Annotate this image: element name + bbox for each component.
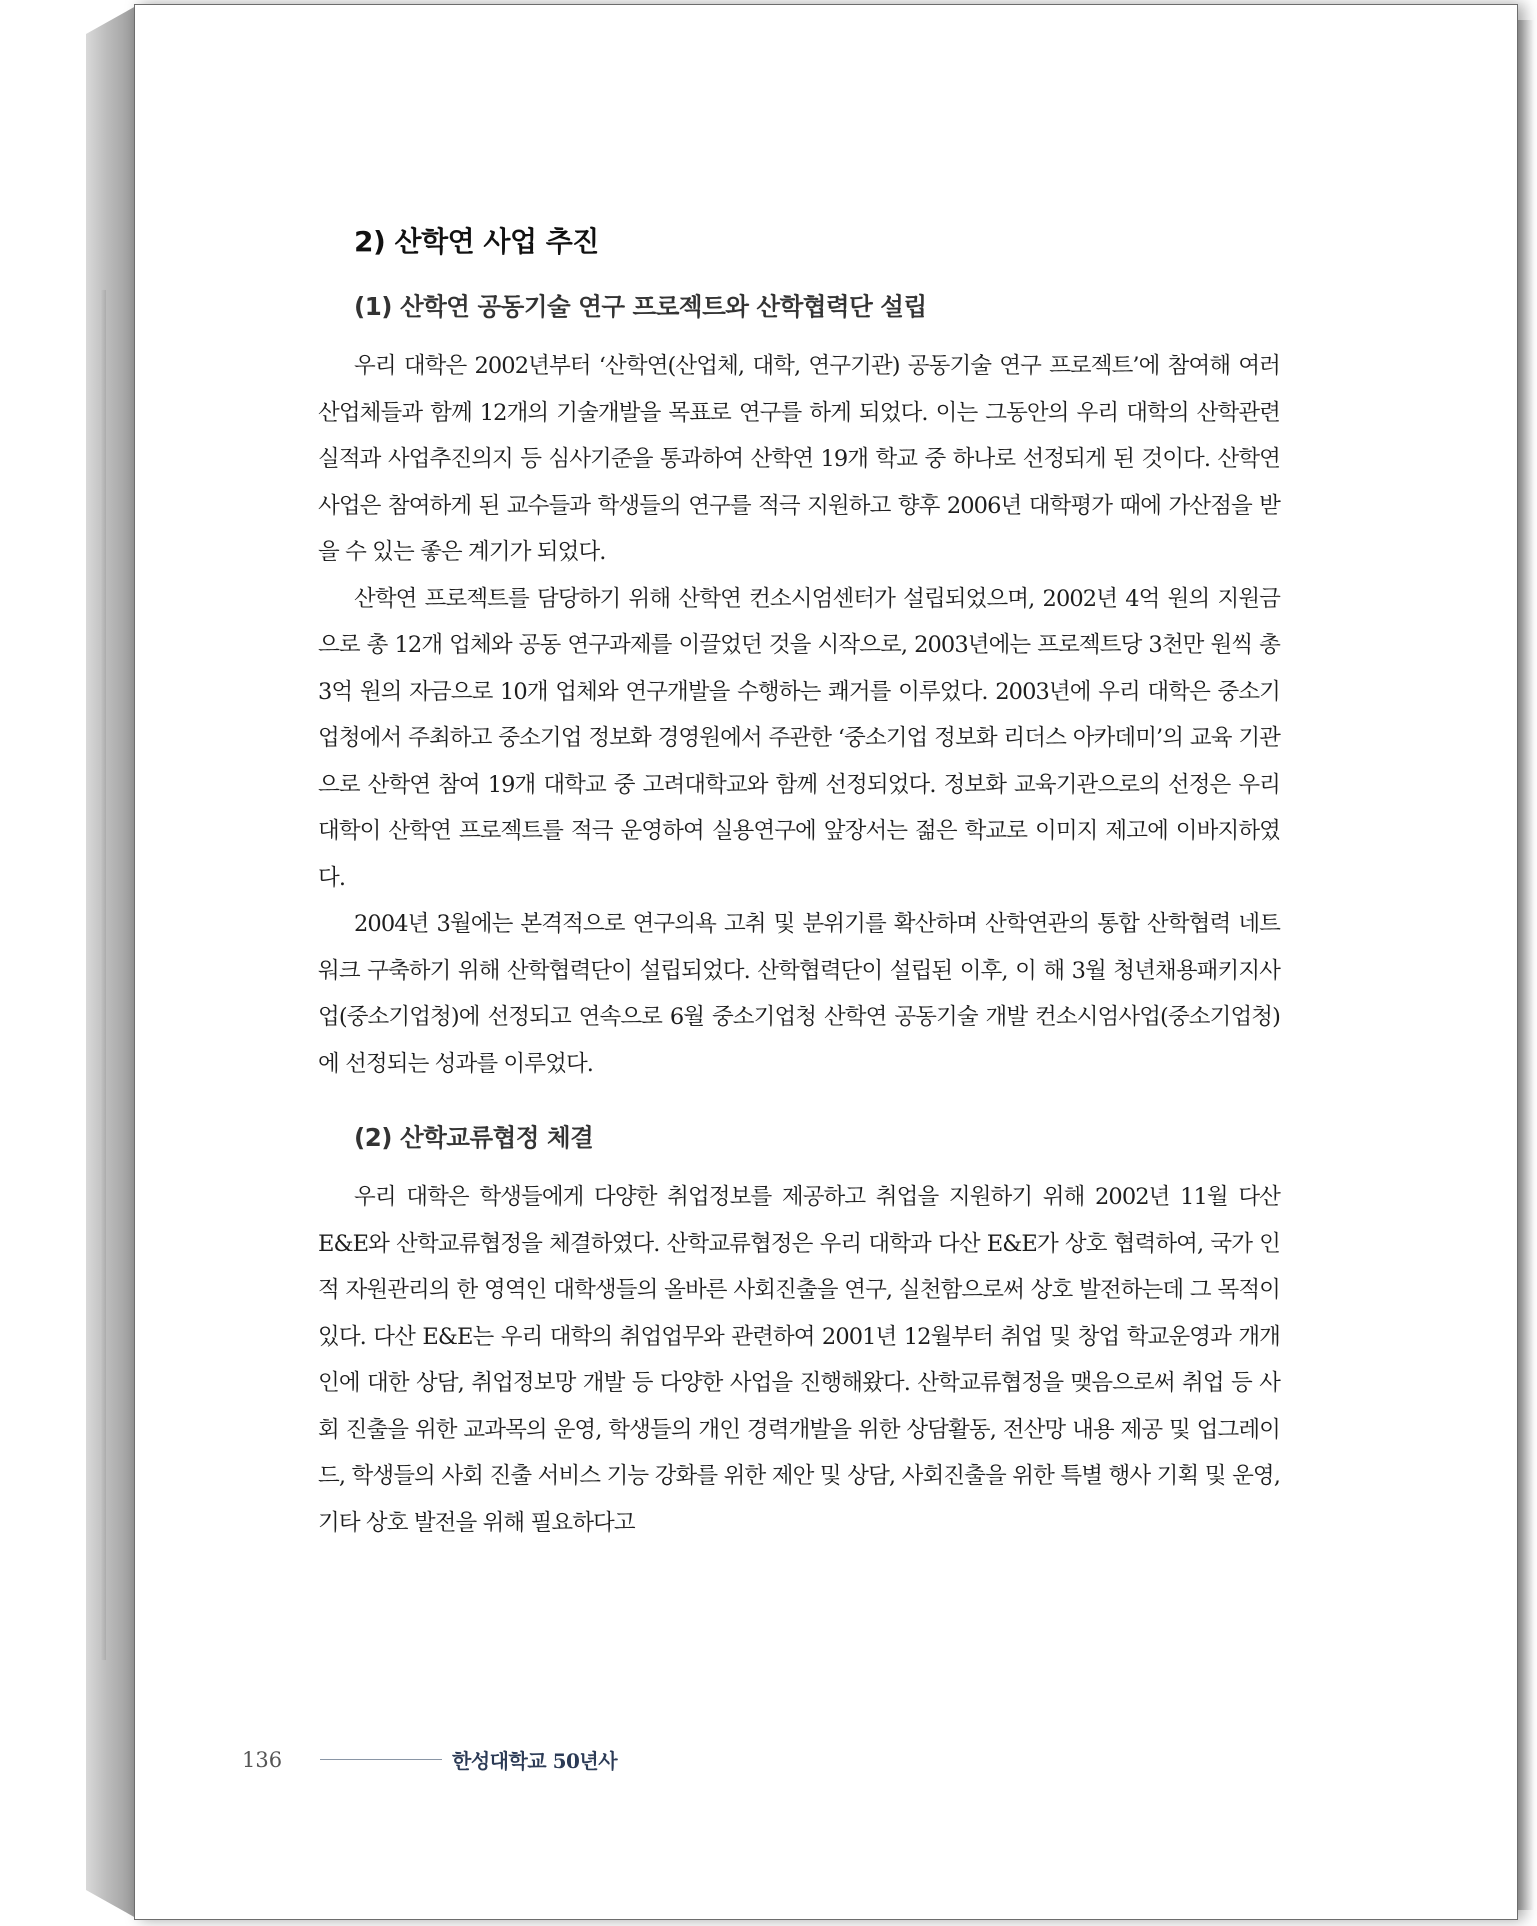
subsection-title: (2) 산학교류협정 체결 (354, 1123, 594, 1152)
paragraph: 2004년 3월에는 본격적으로 연구의욕 고취 및 분위기를 확산하며 산학연관의 통합 산학협력 네트워크 구축하기 위해 산학협력단이 설립되었다. 산학협력단이 설립된 이후, 이 해 3월 청년채용패키지사업(중소기업청)에 선정되고 연속으로 6월 중소기업청 산학연 공동기술 개발 컨소시엄사업(중소기업청)에 선정되는 성과를 이루었다. (318, 911, 1280, 1077)
paragraph: 산학연 프로젝트를 담당하기 위해 산학연 컨소시엄센터가 설립되었으며, 2002년 4억 원의 지원금으로 총 12개 업체와 공동 연구과제를 이끌었던 것을 시작으로, 2003년에는 프로젝트당 3천만 원씩 총 3억 원의 자금으로 10개 업체와 연구개발을 수행하는 쾌거를 이루었다. 2003년에 우리 대학은 중소기업청에서 주최하고 중소기업 정보화 경영원에서 주관한 ‘중소기업 정보화 리더스 아카데미’의 교육 기관으로 산학연 참여 19개 대학교 중 고려대학교와 함께 선정되었다. 정보화 교육기관으로의 선정은 우리 대학이 산학연 프로젝트를 적극 운영하여 실용연구에 앞장서는 젊은 학교로 이미지 제고에 이바지하였다. (318, 585, 1280, 891)
footer-divider (320, 1759, 442, 1760)
subsection-title: (1) 산학연 공동기술 연구 프로젝트와 산학협력단 설립 (354, 292, 927, 321)
section-title: 2) 산학연 사업 추진 (354, 225, 599, 258)
page-stack-edge (100, 290, 106, 1660)
page-number: 136 (242, 1747, 283, 1772)
book-spine (86, 6, 136, 1918)
page-footer (242, 1745, 617, 1774)
paragraph: 우리 대학은 2002년부터 ‘산학연(산업체, 대학, 연구기관) 공동기술 연구 프로젝트’에 참여해 여러 산업체들과 함께 12개의 기술개발을 목표로 연구를 하게 되었다. 이는 그동안의 우리 대학의 산학관련실적과 사업추진의지 등 심사기준을 통과하여 산학연 19개 학교 중 하나로 선정되게 된 것이다. 산학연사업은 참여하게 된 교수들과 학생들의 연구를 적극 지원하고 향후 2006년 대학평가 때에 가산점을 받을 수 있는 좋은 계기가 되었다. (318, 353, 1280, 565)
page-content (318, 220, 1280, 1546)
book-title: 한성대학교 50년사 (452, 1749, 618, 1773)
paragraph: 우리 대학은 학생들에게 다양한 취업정보를 제공하고 취업을 지원하기 위해 2002년 11월 다산 E&E와 산학교류협정을 체결하였다. 산학교류협정은 우리 대학과 다산 E&E가 상호 협력하여, 국가 인적 자원관리의 한 영역인 대학생들의 올바른 사회진출을 연구, 실천함으로써 상호 발전하는데 그 목적이 있다. 다산 E&E는 우리 대학의 취업업무와 관련하여 2001년 12월부터 취업 및 창업 학교운영과 개개인에 대한 상담, 취업정보망 개발 등 다양한 사업을 진행해왔다. 산학교류협정을 맺음으로써 취업 등 사회 진출을 위한 교과목의 운영, 학생들의 개인 경력개발을 위한 상담활동, 전산망 내용 제공 및 업그레이드, 학생들의 사회 진출 서비스 기능 강화를 위한 제안 및 상담, 사회진출을 위한 특별 행사 기획 및 운영, 기타 상호 발전을 위해 필요하다고 (318, 1184, 1280, 1536)
page-shadow (1518, 20, 1534, 1910)
